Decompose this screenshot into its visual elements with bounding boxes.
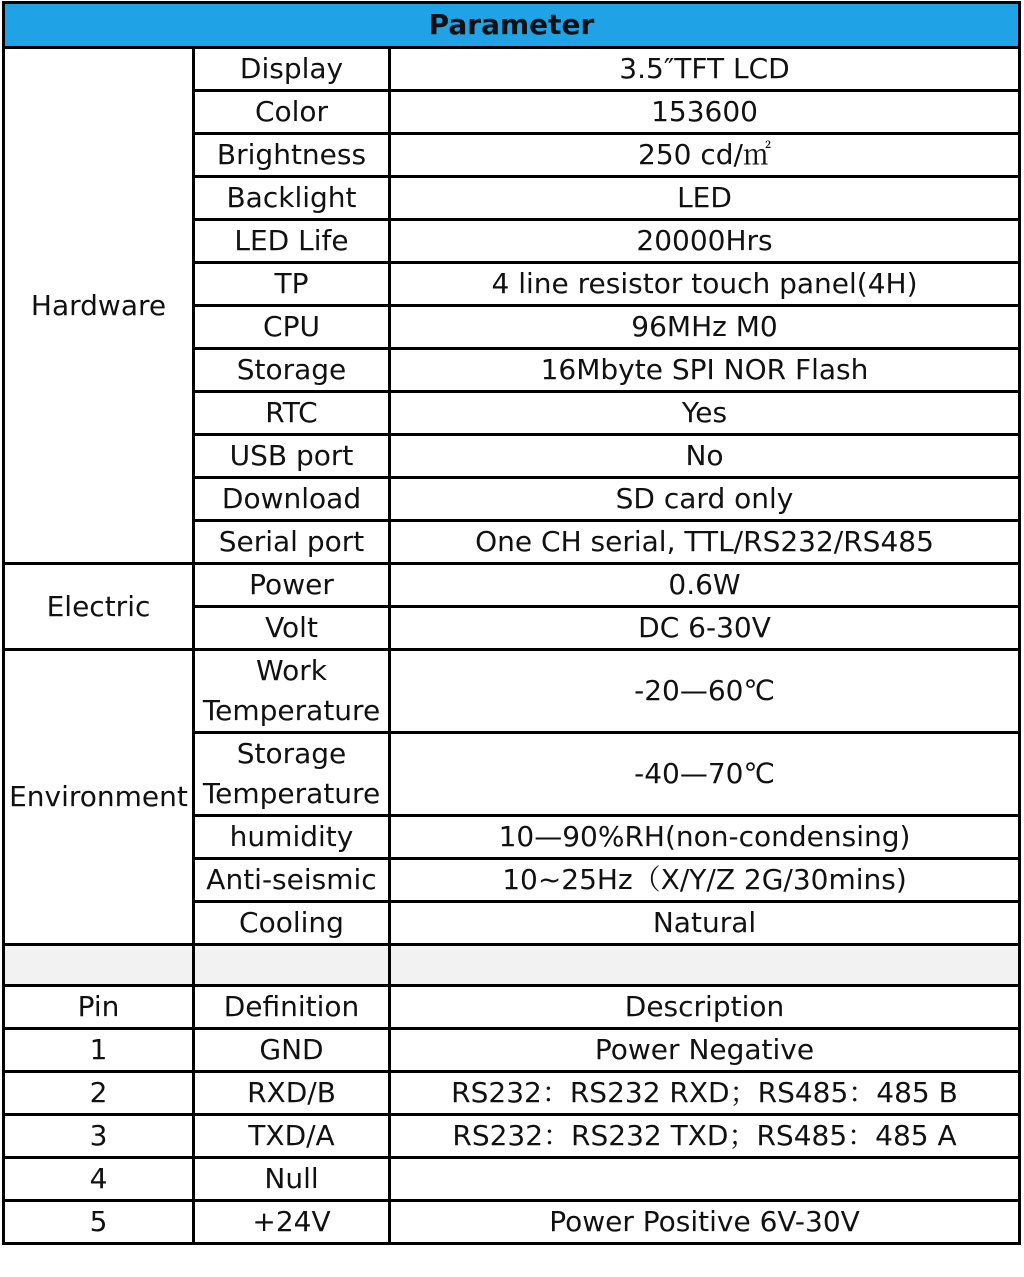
param-label: CPU (194, 306, 390, 349)
param-label: Backlight (194, 177, 390, 220)
param-label: TP (194, 263, 390, 306)
pin-definition: Null (194, 1158, 390, 1201)
param-value: -40—70℃ (390, 733, 1020, 816)
param-label: USB port (194, 435, 390, 478)
pin-header-row (4, 986, 1020, 1029)
param-value: Natural (390, 902, 1020, 945)
group-label-hardware: Hardware (4, 48, 194, 564)
group-label-environment: Environment (4, 650, 194, 945)
param-value: 96MHz M0 (390, 306, 1020, 349)
param-label: Volt (194, 607, 390, 650)
table-title: Parameter (4, 3, 1020, 48)
description-column-header: Description (390, 986, 1020, 1029)
param-value: SD card only (390, 478, 1020, 521)
param-label: Color (194, 91, 390, 134)
param-value: 0.6W (390, 564, 1020, 607)
pin-definition: TXD/A (194, 1115, 390, 1158)
pin-number: 4 (4, 1158, 194, 1201)
param-label: humidity (194, 816, 390, 859)
spacer-cell (390, 945, 1020, 986)
param-label-line1: Work (256, 654, 327, 687)
table-row (4, 48, 1020, 91)
spacer-cell (194, 945, 390, 986)
param-value: 153600 (390, 91, 1020, 134)
param-label (194, 650, 390, 733)
param-label: RTC (194, 392, 390, 435)
pin-row (4, 1029, 1020, 1072)
param-value: 20000Hrs (390, 220, 1020, 263)
param-value: 4 line resistor touch panel(4H) (390, 263, 1020, 306)
param-value: 10—90%RH(non-condensing) (390, 816, 1020, 859)
pin-column-header: Pin (4, 986, 194, 1029)
param-value: One CH serial, TTL/RS232/RS485 (390, 521, 1020, 564)
pin-number: 3 (4, 1115, 194, 1158)
pin-row (4, 1072, 1020, 1115)
pin-description: Power Positive 6V-30V (390, 1201, 1020, 1244)
pin-definition: GND (194, 1029, 390, 1072)
parameter-table (2, 1, 1021, 1245)
param-label: Serial port (194, 521, 390, 564)
param-value: DC 6-30V (390, 607, 1020, 650)
pin-row (4, 1158, 1020, 1201)
pin-number: 1 (4, 1029, 194, 1072)
pin-description: RS232：RS232 TXD；RS485：485 A (390, 1115, 1020, 1158)
pin-description: Power Negative (390, 1029, 1020, 1072)
spacer-cell (4, 945, 194, 986)
param-label-line2: Temperature (202, 777, 381, 810)
param-label (194, 733, 390, 816)
table-header-row (4, 3, 1020, 48)
param-label: Display (194, 48, 390, 91)
pin-description (390, 1158, 1020, 1201)
param-label: Storage (194, 349, 390, 392)
param-label: LED Life (194, 220, 390, 263)
group-label-electric: Electric (4, 564, 194, 650)
table-row (4, 564, 1020, 607)
pin-number: 2 (4, 1072, 194, 1115)
pin-row (4, 1201, 1020, 1244)
pin-definition: RXD/B (194, 1072, 390, 1115)
pin-row (4, 1115, 1020, 1158)
spacer-row (4, 945, 1020, 986)
param-label-line2: Temperature (202, 694, 381, 727)
param-label: Cooling (194, 902, 390, 945)
param-value: 250 cd/㎡ (390, 134, 1020, 177)
table-row (4, 650, 1020, 733)
param-value: 10~25Hz（X/Y/Z 2G/30mins) (390, 859, 1020, 902)
pin-number: 5 (4, 1201, 194, 1244)
param-label: Power (194, 564, 390, 607)
param-label: Download (194, 478, 390, 521)
param-value: 3.5″TFT LCD (390, 48, 1020, 91)
param-value: 16Mbyte SPI NOR Flash (390, 349, 1020, 392)
param-value: Yes (390, 392, 1020, 435)
pin-description: RS232：RS232 RXD；RS485：485 B (390, 1072, 1020, 1115)
pin-definition: +24V (194, 1201, 390, 1244)
param-label: Brightness (194, 134, 390, 177)
definition-column-header: Definition (194, 986, 390, 1029)
param-value: No (390, 435, 1020, 478)
param-label-line1: Storage (236, 737, 347, 770)
param-value: -20—60℃ (390, 650, 1020, 733)
param-label: Anti-seismic (194, 859, 390, 902)
param-value: LED (390, 177, 1020, 220)
